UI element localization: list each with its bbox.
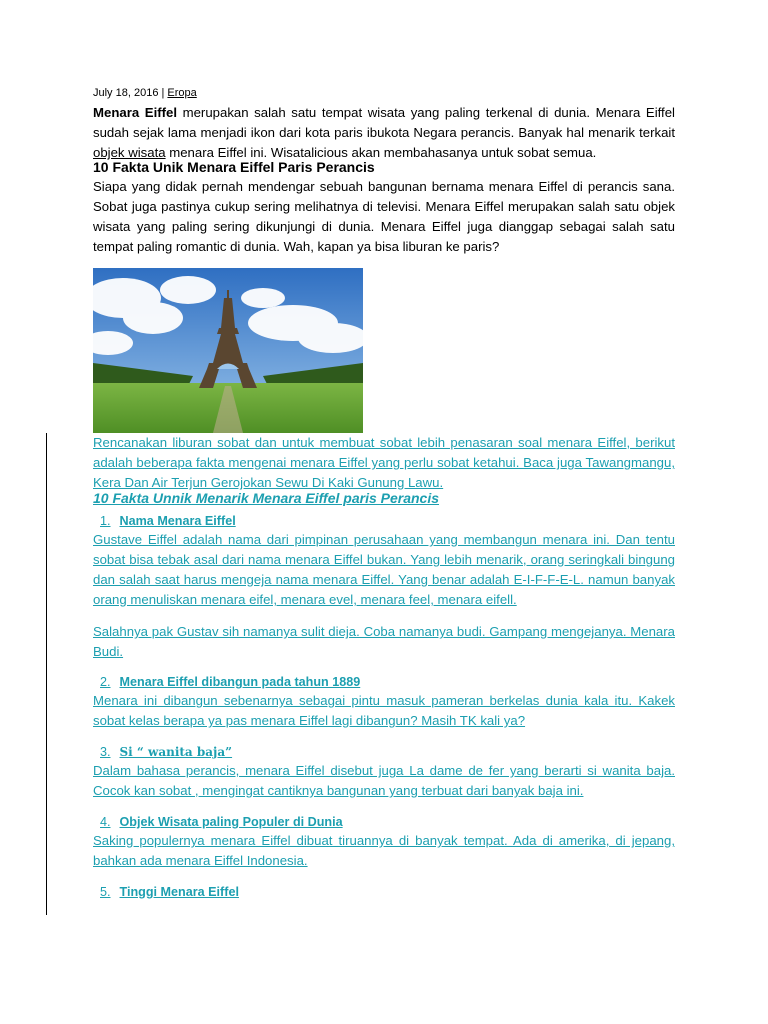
intro-bold: Menara Eiffel bbox=[93, 105, 178, 120]
fact-2-paragraph[interactable]: Menara ini dibangun sebenarnya sebagai pintu masuk pameran berkelas dunia kala itu. Kakek sobat kelas berapa ya pas menara Eiffel lagi dibangun? Masih TK kali ya? bbox=[93, 693, 675, 728]
post-meta bbox=[93, 86, 675, 100]
paragraph-1: Siapa yang didak pernah mendengar sebuah bangunan bernama menara Eiffel di perancis sana. Sobat juga pastinya cukup sering melihatnya di televisi. Menara Eiffel merupakan salah satu objek wisata yang paling sering dikunjungi di dunia. Menara Eiffel juga dianggap sebagai salah satu tempat paling romantic di dunia. Wah, kapan ya bisa liburan ke paris? bbox=[93, 179, 675, 254]
fact-5-title: Tinggi Menara Eiffel bbox=[119, 885, 239, 899]
facts-subtitle: 10 Fakta Unnik Menarik Menara Eiffel paris Perancis bbox=[93, 490, 440, 506]
fact-1 bbox=[93, 512, 675, 662]
margin-rule bbox=[46, 433, 47, 915]
eiffel-photo-illustration bbox=[93, 268, 363, 433]
fact-5 bbox=[93, 883, 675, 901]
fact-4-paragraph[interactable]: Saking populernya menara Eiffel dibuat tiruannya di banyak tempat. Ada di amerika, di jepang, bahkan ada menara Eiffel Indonesia. bbox=[93, 833, 675, 868]
fact-5-heading[interactable] bbox=[93, 883, 675, 901]
fact-2-number: 2. bbox=[100, 675, 111, 689]
objek-wisata-link[interactable]: objek wisata bbox=[93, 145, 166, 160]
fact-1-paragraph-2[interactable]: Salahnya pak Gustav sih namanya sulit dieja. Coba namanya budi. Gampang mengejanya. Menara Budi. bbox=[93, 624, 675, 659]
eiffel-photo bbox=[93, 268, 363, 433]
fact-1-title: Nama Menara Eiffel bbox=[119, 514, 236, 528]
intro-text-2: menara Eiffel ini. Wisatalicious akan membahasanya untuk sobat semua. bbox=[165, 145, 597, 160]
fact-4-number: 4. bbox=[100, 815, 111, 829]
lead-paragraph[interactable]: Rencanakan liburan sobat dan untuk membuat sobat lebih penasaran soal menara Eiffel, berikut adalah beberapa fakta mengenai menara Eiffel yang perlu sobat ketahui. Baca juga Tawangmangu, Kera Dan Air Terjun Gerojokan Sewu Di Kaki Gunung Lawu. bbox=[93, 435, 675, 490]
article-title: 10 Fakta Unik Menara Eiffel Paris Perancis bbox=[93, 159, 375, 175]
intro-paragraph bbox=[93, 103, 675, 163]
fact-3-heading[interactable] bbox=[93, 743, 675, 761]
fact-1-number: 1. bbox=[100, 514, 111, 528]
fact-4 bbox=[93, 813, 675, 871]
fact-1-paragraph-1[interactable]: Gustave Eiffel adalah nama dari pimpinan perusahaan yang membangun menara ini. Dan tentu sobat bisa tebak asal dari nama menara Eiffel bukan. Yang lebih menarik, orang seringkali bingung dan salah saat harus mengeja nama menara Eiffel. Yang benar adalah E-I-F-F-E-L. namun banyak orang menuliskan menara eifel, menara evel, menara feel, menara eifell. bbox=[93, 532, 675, 607]
fact-2-heading[interactable] bbox=[93, 673, 675, 691]
category-link[interactable]: Eropa bbox=[167, 87, 197, 99]
fact-3-number: 3. bbox=[100, 745, 111, 759]
fact-3-paragraph[interactable]: Dalam bahasa perancis, menara Eiffel disebut juga La dame de fer yang berarti si wanita baja. Cocok kan sobat , mengingat cantiknya bangunan yang terbuat dari banyak baja ini. bbox=[93, 763, 675, 798]
fact-4-title: Objek Wisata paling Populer di Dunia bbox=[119, 815, 343, 829]
fact-2 bbox=[93, 673, 675, 731]
article bbox=[93, 86, 675, 901]
post-date: July 18, 2016 bbox=[93, 87, 159, 99]
intro-text-1: merupakan salah satu tempat wisata yang paling terkenal di dunia. Menara Eiffel sudah sejak lama menjadi ikon dari kota paris ibukota Negara perancis. Banyak hal menarik terkait bbox=[93, 105, 675, 140]
fact-5-number: 5. bbox=[100, 885, 111, 899]
meta-separator: | bbox=[158, 87, 168, 99]
fact-3 bbox=[93, 743, 675, 801]
fact-3-title: Si “ wanita baja” bbox=[119, 745, 233, 759]
fact-1-heading[interactable] bbox=[93, 512, 675, 530]
fact-2-title: Menara Eiffel dibangun pada tahun 1889 bbox=[119, 675, 361, 689]
fact-4-heading[interactable] bbox=[93, 813, 675, 831]
